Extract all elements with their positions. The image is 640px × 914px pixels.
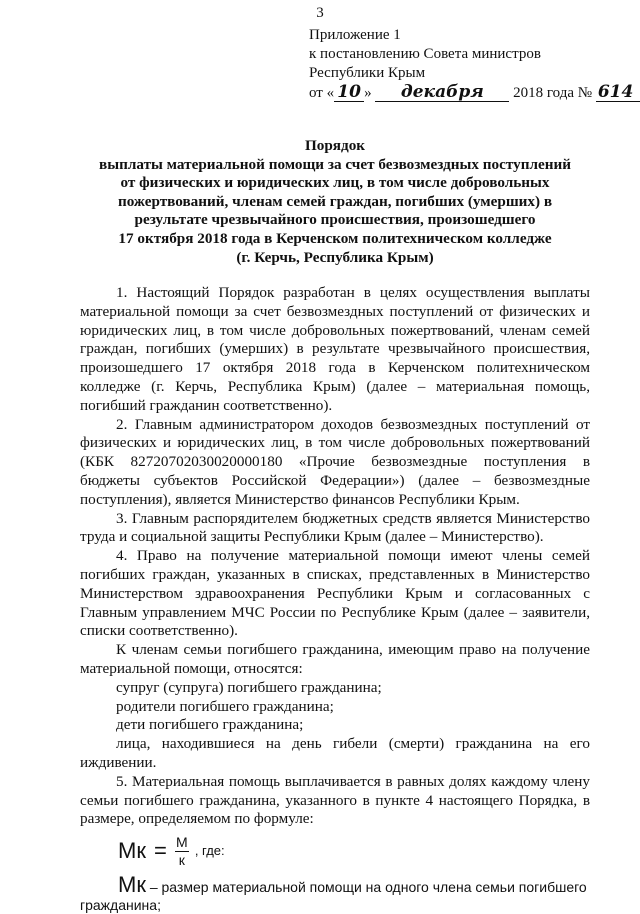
page-number: 3: [316, 5, 324, 21]
doc-number-handwritten: 614: [596, 83, 640, 102]
list-item: супруг (супруга) погибшего гражданина;: [116, 678, 382, 696]
appendix-line-2: к постановлению Совета министров: [309, 46, 541, 62]
document-body: [80, 284, 590, 914]
title-line: (г. Керчь, Республика Крым): [236, 248, 434, 266]
order-title: [80, 137, 590, 267]
paragraph-dependents: лица, находившиеся на день гибели (смерти) гражданина на его иждивении.: [80, 735, 590, 771]
formula-equals: =: [153, 838, 167, 864]
formula: [118, 835, 590, 868]
formula-numerator: М: [175, 834, 188, 851]
title-line: выплаты материальной помощи за счет безвозмездных поступлений: [99, 155, 571, 173]
definition-continuation: гражданина;: [80, 897, 161, 914]
definition-symbol: Мк: [118, 872, 146, 898]
date-day-handwritten: 10: [334, 83, 364, 102]
formula-where: , где:: [194, 843, 225, 859]
appendix-date-line: [309, 82, 634, 103]
title-line: от физических и юридических лиц, в том числе добровольных: [120, 174, 550, 192]
paragraph-4: 4. Право на получение материальной помощи имеют члены семей погибших граждан, указанных в списках, представленных в Министерство Министерством здравоохранения Республики Крым и согласованных с Главным управлением МЧС России по Республике Крым (далее – заявители, списки соответственно).: [80, 547, 590, 640]
date-year: 2018 года №: [513, 85, 593, 101]
paragraph-3: 3. Главным распорядителем бюджетных средств является Министерство труда и социальной защиты Республики Крым (далее – Министерство).: [80, 509, 590, 546]
appendix-line-3: Республики Крым: [309, 65, 426, 81]
paragraph-5: 5. Материальная помощь выплачивается в равных долях каждому члену семьи погибшего гражданина, указанного в пункте 4 настоящего Порядка, в размере, определяемом по формуле:: [80, 772, 590, 828]
definition-text: – размер материальной помощи на одного члена семьи погибшего: [145, 879, 587, 896]
title-heading: Порядок: [304, 137, 366, 154]
list-item: дети погибшего гражданина;: [116, 716, 304, 734]
date-mid: »: [364, 85, 372, 101]
paragraph-2: 2. Главным администратором доходов безвозмездных поступлений от физических и юридических лиц, в том числе добровольных пожертвований (КБК 82720702030020000180 «Прочие безвозмездные поступления в бюджеты субъектов Российской Федерации») (далее – безвозмездные поступления), является Министерство финансов Республики Крым.: [80, 415, 590, 508]
paragraph-1: 1. Настоящий Порядок разработан в целях осуществления выплаты материальной помощи за счет безвозмездных поступлений от физических и юридических лиц, в том числе добровольных пожертвований, членам семей граждан, погибших (умерших) в результате чрезвычайного происшествия, произошедшего 17 октября 2018 года в Керченском политехническом колледже (г. Керчь, Республика Крым) (далее – материальная помощь, погибший гражданин соответственно).: [80, 284, 590, 414]
date-prefix: от «: [309, 85, 335, 101]
appendix-line-1: Приложение 1: [309, 27, 401, 43]
paragraph-family-members: К членам семьи погибшего гражданина, имеющим право на получение материальной помощи, относятся:: [80, 641, 590, 677]
formula-definition: [118, 872, 590, 898]
title-line: результате чрезвычайного происшествия, произошедшего: [134, 211, 536, 229]
formula-fraction: [175, 835, 189, 868]
formula-denominator: к: [178, 852, 185, 869]
list-item: родители погибшего гражданина;: [116, 697, 334, 715]
title-line: пожертвований, членам семей граждан, погибших (умерших) в: [117, 192, 553, 210]
appendix-header: [309, 26, 634, 103]
formula-lhs: Мк: [118, 838, 146, 864]
date-month-handwritten: декабря: [375, 83, 509, 102]
title-line: 17 октября 2018 года в Керченском политехническом колледже: [118, 229, 552, 247]
